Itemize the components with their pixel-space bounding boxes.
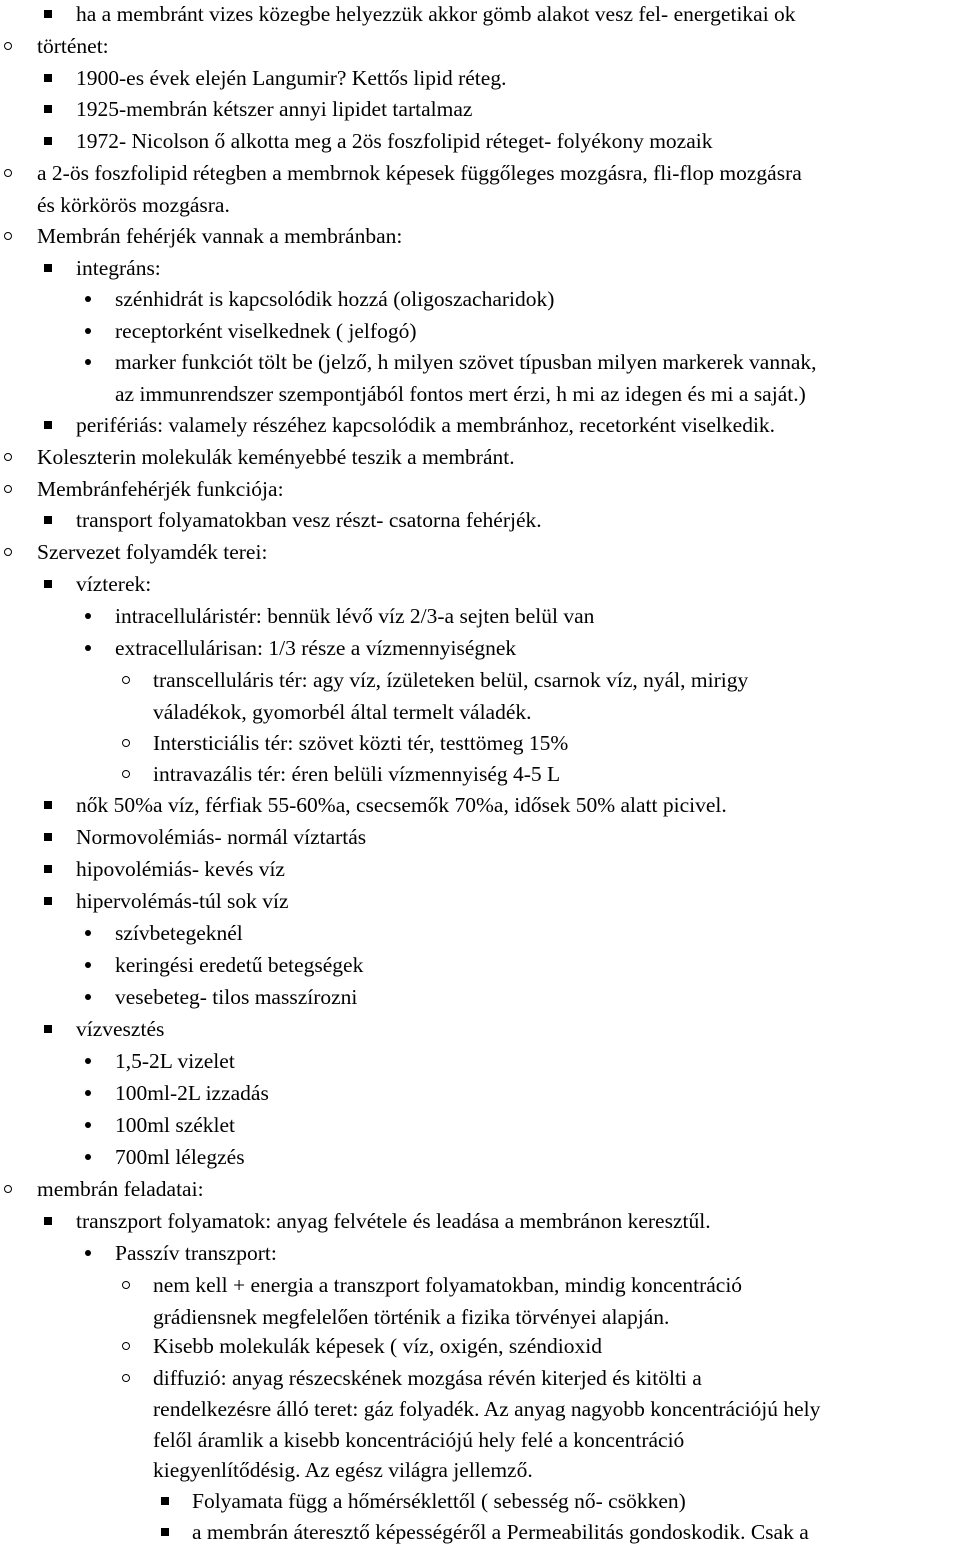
circle-bullet-icon [0,157,16,189]
document-line [0,821,960,853]
square-bullet-icon [40,0,56,30]
dot-bullet-icon [80,1237,96,1269]
circle-bullet-icon [0,30,16,62]
document-line [0,409,960,441]
document-line [0,727,960,759]
line-text: hipovolémiás- kevés víz [76,857,285,881]
document-line [0,157,960,189]
square-bullet-icon [40,252,56,284]
document-line [0,568,960,600]
line-text: 700ml lélegzés [115,1145,245,1169]
document-line [0,346,960,378]
document-line [0,1362,960,1394]
circle-bullet-icon [0,1173,16,1205]
line-text: nem kell + energia a transzport folyamatokban, mindig koncentráció [153,1273,743,1297]
square-bullet-icon [40,93,56,125]
document-line [0,758,960,790]
document-line [0,441,960,473]
line-text: 1972- Nicolson ő alkotta meg a 2ös foszfolipid réteget- folyékony mozaik [76,129,713,153]
square-bullet-icon [40,1013,56,1045]
document-line [0,125,960,157]
line-text: perifériás: valamely részéhez kapcsolódik a membránhoz, recetorként viselkedik. [76,413,776,437]
document-line [0,1109,960,1141]
line-text: és körkörös mozgásra. [37,193,230,217]
dot-bullet-icon [80,949,96,981]
document-line [0,853,960,885]
document-line [0,62,960,94]
document-line [0,1077,960,1109]
line-text: a membrán áteresztő képességéről a Permeabilitás gondoskodik. Csak a [192,1520,809,1544]
line-text: Normovolémiás- normál víztartás [76,825,367,849]
line-text: vízterek: [76,572,152,596]
document-line [0,632,960,664]
line-text: marker funkciót tölt be (jelző, h milyen szövet típusban milyen markerek vannak, [115,350,817,374]
line-text: rendelkezésre álló teret: gáz folyadék. Az anyag nagyobb koncentrációjú hely [153,1397,821,1421]
line-text: Membránfehérjék funkciója: [37,477,284,501]
document-line [0,1485,960,1517]
square-bullet-icon [40,62,56,94]
line-text: vízvesztés [76,1017,165,1041]
square-bullet-icon [40,568,56,600]
dot-bullet-icon [80,632,96,664]
document-line [0,1301,960,1333]
circle-bullet-icon [118,1362,134,1394]
line-text: extracellulárisan: 1/3 része a vízmennyiségnek [115,636,517,660]
line-text: Membrán fehérjék vannak a membránban: [37,224,403,248]
line-text: transport folyamatokban vesz részt- csatorna fehérjék. [76,508,542,532]
square-bullet-icon [157,1485,173,1517]
document-line [0,981,960,1013]
line-text: történet: [37,34,109,58]
line-text: felől áramlik a kisebb koncentrációjú hely felé a koncentráció [153,1428,685,1452]
line-text: 100ml széklet [115,1113,236,1137]
document-line [0,252,960,284]
line-text: szénhidrát is kapcsolódik hozzá (oligoszacharidok) [115,287,555,311]
document-line [0,504,960,536]
square-bullet-icon [40,409,56,441]
dot-bullet-icon [80,1141,96,1173]
line-text: hipervolémás-túl sok víz [76,889,289,913]
line-text: 100ml-2L izzadás [115,1081,269,1105]
document-line [0,1141,960,1173]
document-line [0,1173,960,1205]
circle-bullet-icon [118,664,134,696]
line-text: Passzív transzport: [115,1241,277,1265]
line-text: keringési eredetű betegségek [115,953,364,977]
document-line [0,30,960,62]
line-text: 1900-es évek elején Langumir? Kettős lipid réteg. [76,66,507,90]
document-line [0,664,960,696]
line-text: ha a membránt vizes közegbe helyezzük akkor gömb alakot vesz fel- energetikai ok [76,2,796,26]
document-line [0,378,960,410]
document-line [0,1454,960,1486]
square-bullet-icon [40,504,56,536]
square-bullet-icon [157,1516,173,1548]
line-text: az immunrendszer szempontjából fontos mert érzi, h mi az idegen és mi a saját.) [115,382,806,406]
document-line [0,220,960,252]
line-text: transzport folyamatok: anyag felvétele és leadása a membránon keresztűl. [76,1209,711,1233]
document-line [0,1269,960,1301]
line-text: intracelluláristér: bennük lévő víz 2/3-a sejten belül van [115,604,595,628]
line-text: 1,5-2L vizelet [115,1049,235,1073]
document-line [0,1516,960,1548]
document-line [0,949,960,981]
document-line [0,885,960,917]
line-text: Koleszterin molekulák keményebbé teszik a membránt. [37,445,515,469]
document-line [0,315,960,347]
line-text: kiegyenlítődésig. Az egész világra jellemző. [153,1458,533,1482]
square-bullet-icon [40,853,56,885]
line-text: szívbetegeknél [115,921,243,945]
circle-bullet-icon [118,1330,134,1362]
line-text: vesebeteg- tilos masszírozni [115,985,358,1009]
document-line [0,189,960,221]
circle-bullet-icon [118,727,134,759]
dot-bullet-icon [80,1045,96,1077]
dot-bullet-icon [80,1077,96,1109]
square-bullet-icon [40,821,56,853]
line-text: nők 50%a víz, férfiak 55-60%a, csecsemők 70%a, idősek 50% alatt picivel. [76,793,727,817]
document-line [0,1330,960,1362]
document-line [0,917,960,949]
line-text: diffuzió: anyag részecskének mozgása révén kiterjed és kitölti a [153,1366,702,1390]
circle-bullet-icon [118,1269,134,1301]
dot-bullet-icon [80,917,96,949]
circle-bullet-icon [0,220,16,252]
dot-bullet-icon [80,283,96,315]
circle-bullet-icon [0,473,16,505]
line-text: transcelluláris tér: agy víz, ízületeken belül, csarnok víz, nyál, mirigy [153,668,749,692]
document-line [0,536,960,568]
dot-bullet-icon [80,315,96,347]
document-line [0,1013,960,1045]
line-text: Kisebb molekulák képesek ( víz, oxigén, széndioxid [153,1334,603,1358]
document-line [0,283,960,315]
document-line [0,789,960,821]
square-bullet-icon [40,1205,56,1237]
square-bullet-icon [40,885,56,917]
document-line [0,1393,960,1425]
line-text: váladékok, gyomorbél által termelt váladék. [153,700,532,724]
square-bullet-icon [40,789,56,821]
line-text: 1925-membrán kétszer annyi lipidet tartalmaz [76,97,473,121]
line-text: intravazális tér: éren belüli vízmennyiség 4-5 L [153,762,561,786]
circle-bullet-icon [0,536,16,568]
document-line [0,1237,960,1269]
circle-bullet-icon [118,758,134,790]
line-text: Folyamata függ a hőmérséklettől ( sebesség nő- csökken) [192,1489,686,1513]
dot-bullet-icon [80,981,96,1013]
document-line [0,473,960,505]
dot-bullet-icon [80,1109,96,1141]
line-text: a 2-ös foszfolipid rétegben a membrnok képesek függőleges mozgásra, fli-flop mozgásra [37,161,802,185]
line-text: integráns: [76,256,161,280]
document-line [0,1045,960,1077]
document-line [0,696,960,728]
document-line [0,0,960,30]
line-text: receptorként viselkednek ( jelfogó) [115,319,417,343]
line-text: Szervezet folyamdék terei: [37,540,268,564]
square-bullet-icon [40,125,56,157]
dot-bullet-icon [80,600,96,632]
document-line [0,600,960,632]
line-text: Intersticiális tér: szövet közti tér, testtömeg 15% [153,731,569,755]
document-line [0,1424,960,1456]
document-line [0,1205,960,1237]
document-line [0,93,960,125]
circle-bullet-icon [0,441,16,473]
line-text: membrán feladatai: [37,1177,204,1201]
line-text: grádiensnek megfelelően történik a fizika törvényei alapján. [153,1305,670,1329]
dot-bullet-icon [80,346,96,378]
